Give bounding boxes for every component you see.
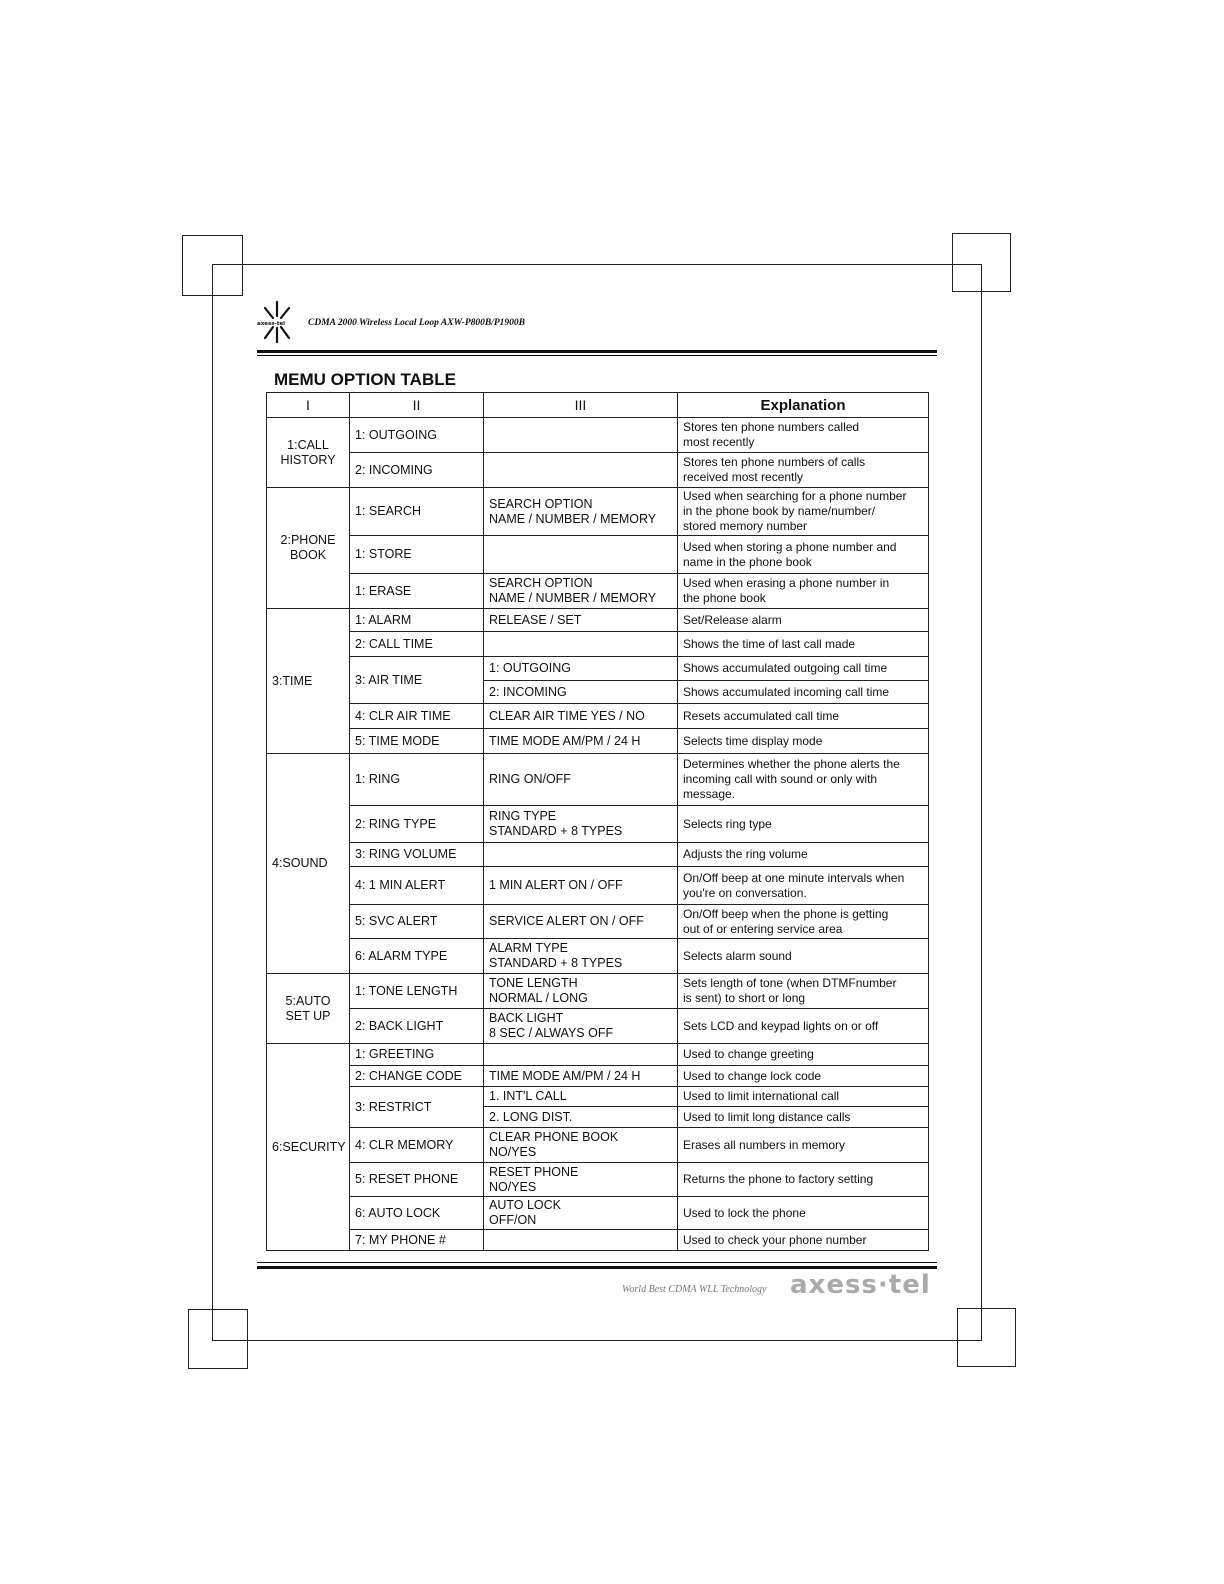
menu-option: ALARM TYPE STANDARD + 8 TYPES xyxy=(484,939,678,974)
menu-option: 2. LONG DIST. xyxy=(484,1107,678,1128)
explanation: Shows the time of last call made xyxy=(678,632,929,657)
document-header xyxy=(257,298,937,358)
table-row xyxy=(267,729,929,754)
explanation: Used to lock the phone xyxy=(678,1197,929,1230)
menu-item: 1: RING xyxy=(350,754,484,806)
menu-item: 1: SEARCH xyxy=(350,488,484,536)
menu-option: AUTO LOCK OFF/ON xyxy=(484,1197,678,1230)
menu-option xyxy=(484,1230,678,1251)
menu-option: RING TYPE STANDARD + 8 TYPES xyxy=(484,806,678,843)
explanation: Selects alarm sound xyxy=(678,939,929,974)
table-row xyxy=(267,939,929,974)
menu-item: 6: ALARM TYPE xyxy=(350,939,484,974)
explanation: Used to limit long distance calls xyxy=(678,1107,929,1128)
table-row xyxy=(267,867,929,905)
footer-tagline: World Best CDMA WLL Technology xyxy=(622,1284,767,1295)
menu-option: 1 MIN ALERT ON / OFF xyxy=(484,867,678,905)
menu-item: 1: TONE LENGTH xyxy=(350,974,484,1009)
menu-item: 1: ERASE xyxy=(350,574,484,609)
table-row xyxy=(267,488,929,536)
group-auto-setup: 5:AUTO SET UP xyxy=(267,974,350,1044)
menu-option: SEARCH OPTION NAME / NUMBER / MEMORY xyxy=(484,574,678,609)
explanation: Set/Release alarm xyxy=(678,609,929,632)
menu-option: CLEAR AIR TIME YES / NO xyxy=(484,704,678,729)
table-row xyxy=(267,609,929,632)
explanation: Adjusts the ring volume xyxy=(678,843,929,867)
table-row xyxy=(267,657,929,681)
menu-item: 4: CLR AIR TIME xyxy=(350,704,484,729)
column-header-iii: III xyxy=(484,393,678,418)
menu-item: 7: MY PHONE # xyxy=(350,1230,484,1251)
group-phone-book: 2:PHONE BOOK xyxy=(267,488,350,609)
menu-option: RELEASE / SET xyxy=(484,609,678,632)
menu-item: 1: ALARM xyxy=(350,609,484,632)
header-rule-thin xyxy=(257,355,937,356)
menu-item: 2: BACK LIGHT xyxy=(350,1009,484,1044)
table-title: MEMU OPTION TABLE xyxy=(274,370,456,389)
menu-option xyxy=(484,843,678,867)
explanation: On/Off beep when the phone is getting out of or entering service area xyxy=(678,905,929,939)
menu-item: 3: RESTRICT xyxy=(350,1087,484,1128)
menu-item: 2: INCOMING xyxy=(350,453,484,488)
explanation: Used when erasing a phone number in the phone book xyxy=(678,574,929,609)
group-call-history: 1:CALL HISTORY xyxy=(267,418,350,488)
menu-item: 2: CALL TIME xyxy=(350,632,484,657)
menu-item: 2: RING TYPE xyxy=(350,806,484,843)
explanation: Used to check your phone number xyxy=(678,1230,929,1251)
menu-option xyxy=(484,1044,678,1066)
menu-item: 5: RESET PHONE xyxy=(350,1163,484,1197)
explanation: Shows accumulated incoming call time xyxy=(678,681,929,704)
table-row xyxy=(267,536,929,574)
explanation: Determines whether the phone alerts the incoming call with sound or only with message. xyxy=(678,754,929,806)
explanation: Stores ten phone numbers of calls received most recently xyxy=(678,453,929,488)
group-sound: 4:SOUND xyxy=(267,754,350,974)
menu-item: 3: RING VOLUME xyxy=(350,843,484,867)
explanation: Erases all numbers in memory xyxy=(678,1128,929,1163)
table-row xyxy=(267,1230,929,1251)
explanation: Sets length of tone (when DTMFnumber is sent) to short or long xyxy=(678,974,929,1009)
menu-option-table xyxy=(266,392,929,1251)
group-time: 3:TIME xyxy=(267,609,350,754)
menu-option xyxy=(484,418,678,453)
column-header-ii: II xyxy=(350,393,484,418)
explanation: Shows accumulated outgoing call time xyxy=(678,657,929,681)
table-row xyxy=(267,1044,929,1066)
explanation: Used when searching for a phone number in the phone book by name/number/ stored memory number xyxy=(678,488,929,536)
menu-item: 1: OUTGOING xyxy=(350,418,484,453)
logo-text: axess-tel xyxy=(257,321,286,327)
explanation: Used when storing a phone number and name in the phone book xyxy=(678,536,929,574)
table-row xyxy=(267,806,929,843)
menu-option: SEARCH OPTION NAME / NUMBER / MEMORY xyxy=(484,488,678,536)
menu-option xyxy=(484,632,678,657)
menu-item: 3: AIR TIME xyxy=(350,657,484,704)
explanation: Selects ring type xyxy=(678,806,929,843)
table-row xyxy=(267,418,929,453)
table-header-row xyxy=(267,393,929,418)
menu-option: TIME MODE AM/PM / 24 H xyxy=(484,729,678,754)
menu-option: 1: OUTGOING xyxy=(484,657,678,681)
menu-item: 4: 1 MIN ALERT xyxy=(350,867,484,905)
menu-item: 1: GREETING xyxy=(350,1044,484,1066)
table-row xyxy=(267,1128,929,1163)
table-row xyxy=(267,754,929,806)
menu-option: 2: INCOMING xyxy=(484,681,678,704)
table-row xyxy=(267,453,929,488)
table-row xyxy=(267,704,929,729)
explanation: Used to change lock code xyxy=(678,1066,929,1087)
table-row xyxy=(267,974,929,1009)
menu-option: BACK LIGHT 8 SEC / ALWAYS OFF xyxy=(484,1009,678,1044)
table-row xyxy=(267,574,929,609)
table-row xyxy=(267,1087,929,1107)
explanation: Stores ten phone numbers called most recently xyxy=(678,418,929,453)
footer-rule xyxy=(257,1266,937,1269)
menu-option: TIME MODE AM/PM / 24 H xyxy=(484,1066,678,1087)
explanation: On/Off beep at one minute intervals when you're on conversation. xyxy=(678,867,929,905)
table-row xyxy=(267,1066,929,1087)
menu-item: 4: CLR MEMORY xyxy=(350,1128,484,1163)
table-row xyxy=(267,1163,929,1197)
table-row xyxy=(267,1197,929,1230)
explanation: Sets LCD and keypad lights on or off xyxy=(678,1009,929,1044)
table-row xyxy=(267,843,929,867)
menu-item: 5: TIME MODE xyxy=(350,729,484,754)
column-header-i: I xyxy=(267,393,350,418)
header-title: CDMA 2000 Wireless Local Loop AXW-P800B/P1900B xyxy=(308,318,526,328)
explanation: Used to limit international call xyxy=(678,1087,929,1107)
menu-item: 2: CHANGE CODE xyxy=(350,1066,484,1087)
explanation: Returns the phone to factory setting xyxy=(678,1163,929,1197)
menu-item: 1: STORE xyxy=(350,536,484,574)
menu-option: RESET PHONE NO/YES xyxy=(484,1163,678,1197)
explanation: Used to change greeting xyxy=(678,1044,929,1066)
footer-rule-thin xyxy=(257,1262,937,1263)
footer-brand-logo: axess·tel xyxy=(790,1270,931,1300)
menu-item: 5: SVC ALERT xyxy=(350,905,484,939)
menu-option: SERVICE ALERT ON / OFF xyxy=(484,905,678,939)
header-rule xyxy=(257,350,937,353)
menu-option: RING ON/OFF xyxy=(484,754,678,806)
menu-option xyxy=(484,453,678,488)
column-header-explanation: Explanation xyxy=(678,393,929,418)
table-row xyxy=(267,1009,929,1044)
table-row xyxy=(267,632,929,657)
table-row xyxy=(267,905,929,939)
explanation: Resets accumulated call time xyxy=(678,704,929,729)
menu-item: 6: AUTO LOCK xyxy=(350,1197,484,1230)
menu-option: CLEAR PHONE BOOK NO/YES xyxy=(484,1128,678,1163)
menu-option: 1. INT'L CALL xyxy=(484,1087,678,1107)
menu-option: TONE LENGTH NORMAL / LONG xyxy=(484,974,678,1009)
axesstel-star-logo-icon xyxy=(257,298,297,346)
explanation: Selects time display mode xyxy=(678,729,929,754)
menu-option xyxy=(484,536,678,574)
group-security: 6:SECURITY xyxy=(267,1044,350,1251)
